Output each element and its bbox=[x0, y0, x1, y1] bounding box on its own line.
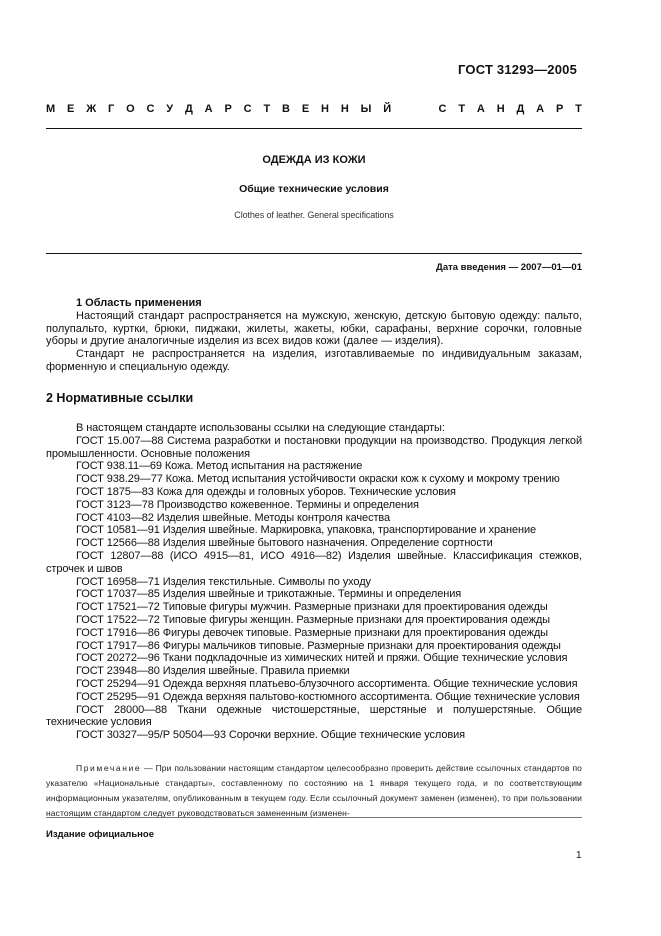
heading-letter: Т bbox=[263, 103, 271, 115]
section-scope bbox=[46, 297, 582, 374]
reference-item: ГОСТ 938.29—77 Кожа. Метод испытания устойчивости окраски кож к сухому и мокрому трению bbox=[76, 473, 560, 486]
heading-letter: Ж bbox=[86, 103, 97, 115]
note-label: Примечание bbox=[76, 763, 142, 773]
section-1-paragraph: Настоящий стандарт распространяется на мужскую, женскую, детскую бытовую одежду: пальто, полупальто, куртки, брюки, пиджаки, жилеты, жакеты, юбки, сарафаны, верхние сорочки, головные уборы и другие аналогичные изделия из всех видов кожи (далее — изделия). bbox=[46, 309, 582, 348]
title-divider bbox=[46, 253, 582, 254]
reference-item: ГОСТ 3123—78 Производство кожевенное. Термины и определения bbox=[76, 498, 419, 511]
heading-letter: О bbox=[126, 103, 135, 115]
reference-item: ГОСТ 938.11—69 Кожа. Метод испытания на растяжение bbox=[76, 460, 363, 473]
reference-item: ГОСТ 4103—82 Изделия швейные. Методы контроля качества bbox=[76, 511, 391, 524]
reference-item: ГОСТ 23948—80 Изделия швейные. Правила приемки bbox=[76, 665, 350, 678]
reference-item: ГОСТ 16958—71 Изделия текстильные. Символы по уходу bbox=[76, 575, 371, 588]
heading-letter: Н bbox=[496, 103, 505, 115]
reference-item: ГОСТ 17916—86 Фигуры девочек типовые. Размерные признаки для проектирования одежды bbox=[76, 626, 548, 639]
reference-item: ГОСТ 15.007—88 Система разработки и постановки продукции на производство. Продукция легкой промышленности. Основные положения bbox=[46, 434, 582, 460]
heading-letter: С bbox=[243, 103, 252, 115]
document-number: ГОСТ 31293—2005 bbox=[458, 62, 577, 77]
heading-letter: А bbox=[476, 103, 485, 115]
reference-item: ГОСТ 17521—72 Типовые фигуры мужчин. Размерные признаки для проектирования одежды bbox=[76, 601, 548, 614]
heading-letter: Р bbox=[555, 103, 564, 115]
introduction-date: Дата введения — 2007—01—01 bbox=[436, 262, 582, 273]
footer-divider bbox=[46, 817, 582, 818]
heading-letter: Р bbox=[224, 103, 232, 115]
heading-letter: Е bbox=[301, 103, 310, 115]
heading-letter: Т bbox=[575, 103, 582, 115]
reference-item: ГОСТ 17917—86 Фигуры мальчиков типовые. Размерные признаки для проектирования одежды bbox=[76, 639, 561, 652]
reference-item: ГОСТ 12807—88 (ИСО 4915—81, ИСО 4916—82) Изделия швейные. Классификация стежков, строчек и швов bbox=[46, 549, 582, 575]
reference-item: ГОСТ 30327—95/Р 50504—93 Сорочки верхние. Общие технические условия bbox=[76, 729, 465, 742]
note bbox=[46, 761, 582, 821]
heading-letter: С bbox=[438, 103, 447, 115]
section-1-title: 1 Область применения bbox=[76, 297, 202, 309]
heading-letter: Д bbox=[184, 103, 193, 115]
section-2-title: 2 Нормативные ссылки bbox=[46, 391, 194, 405]
reference-item: ГОСТ 20272—96 Ткани подкладочные из химических нитей и пряжи. Общие технические условия bbox=[76, 652, 568, 665]
heading-letter: У bbox=[166, 103, 174, 115]
heading-letter: Н bbox=[340, 103, 349, 115]
reference-item: ГОСТ 25294—91 Одежда верхняя платьево-блузочного ассортимента. Общие технические условия bbox=[76, 677, 578, 690]
normative-references bbox=[46, 422, 582, 742]
reference-item: ГОСТ 25295—91 Одежда верхняя пальтово-костюмного ассортимента. Общие технические условия bbox=[76, 690, 580, 703]
heading-letter: Г bbox=[108, 103, 115, 115]
heading-letter: Й bbox=[383, 103, 392, 115]
reference-item: ГОСТ 1875—83 Кожа для одежды и головных уборов. Технические условия bbox=[76, 485, 456, 498]
top-divider bbox=[46, 128, 582, 129]
page-number: 1 bbox=[576, 850, 582, 861]
reference-item: ГОСТ 17037—85 Изделия швейные и трикотажные. Термины и определения bbox=[76, 588, 462, 601]
heading-letter: В bbox=[282, 103, 290, 115]
standard-heading bbox=[46, 103, 582, 115]
heading-letter: М bbox=[46, 103, 56, 115]
heading-letter: Е bbox=[67, 103, 75, 115]
reference-item: ГОСТ 10581—91 Изделия швейные. Маркировка, упаковка, транспортирование и хранение bbox=[76, 524, 537, 537]
references-intro: В настоящем стандарте использованы ссылки на следующие стандарты: bbox=[76, 422, 445, 434]
edition-label: Издание официальное bbox=[46, 829, 154, 840]
reference-item: ГОСТ 12566—88 Изделия швейные бытового назначения. Определение сортности bbox=[76, 537, 493, 550]
heading-letter: А bbox=[536, 103, 545, 115]
note-text: — При пользовании настоящим стандартом целесообразно проверить действие ссылочных стандартов по указателю «Национальные стандарты», составленному по состоянию на 1 января текущего года, и по соответствующим информационным указателям, опубликованным в текущем году. Если ссылочный документ заменен (изменен), то при пользовании настоящим стандартом следует руководствоваться замененным (изменен- bbox=[46, 763, 582, 818]
section-1-paragraph: Стандарт не распространяется на изделия, изготавливаемые по индивидуальным заказам, форменную и специальную одежду. bbox=[46, 348, 582, 373]
document-subtitle: Общие технические условия bbox=[239, 183, 389, 195]
english-title: Clothes of leather. General specifications bbox=[234, 210, 394, 220]
heading-letter: С bbox=[146, 103, 155, 115]
heading-letter: Ы bbox=[360, 103, 372, 115]
heading-letter: Н bbox=[321, 103, 329, 115]
reference-item: ГОСТ 17522—72 Типовые фигуры женщин. Размерные признаки для проектирования одежды bbox=[76, 613, 550, 626]
heading-letter: Т bbox=[458, 103, 466, 115]
document-title: ОДЕЖДА ИЗ КОЖИ bbox=[262, 154, 366, 166]
heading-letter: Д bbox=[516, 103, 525, 115]
reference-item: ГОСТ 28000—88 Ткани одежные чистошерстяные, шерстяные и полушерстяные. Общие технические условия bbox=[46, 703, 582, 729]
heading-letter: А bbox=[204, 103, 213, 115]
